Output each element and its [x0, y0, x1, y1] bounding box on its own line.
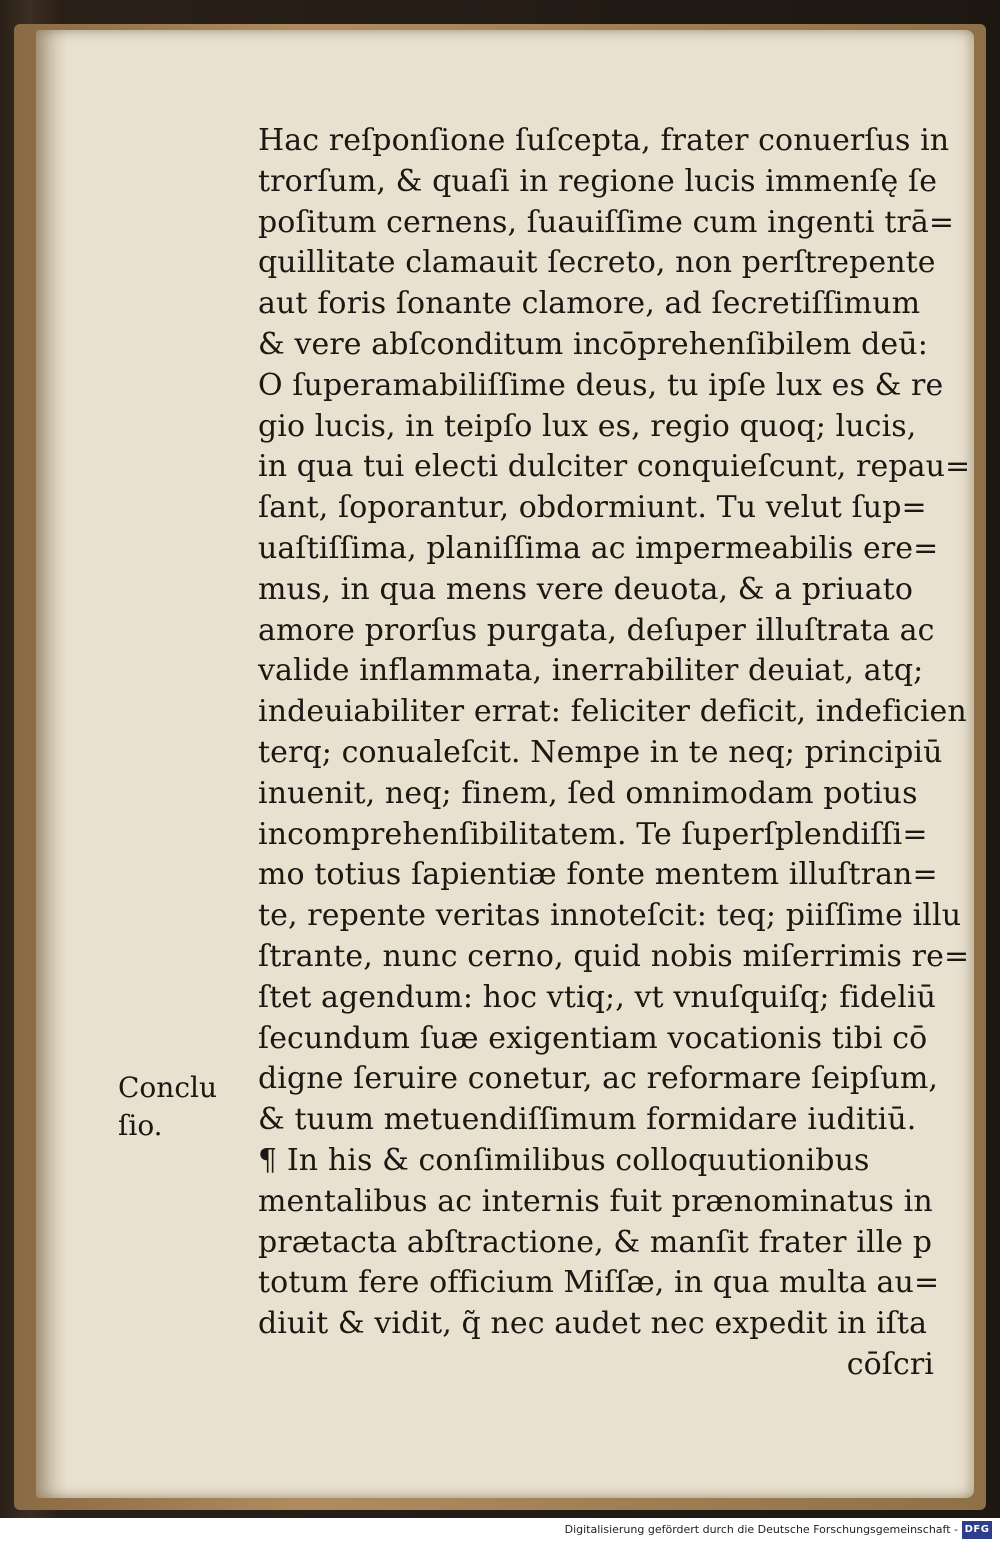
text-line: ſant, ſoporantur, obdormiunt. Tu velut ſup=	[258, 490, 927, 526]
text-line: O ſuperamabiliſſime deus, tu ipſe lux es & re	[258, 367, 944, 403]
text-line: inuenit, neq; finem, ſed omnimodam potius	[258, 775, 918, 811]
text-line: aut foris ſonante clamore, ad ſecretiſſimum	[258, 286, 921, 322]
text-line: trorſum, & quaſi in regione lucis immenſę ſe	[258, 163, 938, 199]
text-line: ¶ In his & conſimilibus colloquutionibus	[258, 1142, 870, 1178]
text-line: incomprehenſibilitatem. Te ſuperſplendiſſi=	[258, 816, 928, 852]
text-line: mentalibus ac internis fuit prænominatus in	[258, 1183, 933, 1219]
text-line: Hac reſponſione ſuſcepta, frater conuerſus in	[258, 123, 950, 158]
text-line: ſtet agendum: hoc vtiq;, vt vnuſquiſq; fideliū	[258, 979, 937, 1015]
text-line: & tuum metuendiſſimum formidare iuditiū.	[258, 1102, 917, 1138]
text-line: quillitate clamauit ſecreto, non perſtrepente	[258, 245, 936, 281]
text-line: gio lucis, in teipſo lux es, regio quoq; lucis,	[258, 408, 917, 444]
margin-note-line: ſio.	[118, 1109, 163, 1142]
text-line: mo totius ſapientiæ fonte mentem illuſtran=	[258, 857, 938, 893]
footer-credit: Digitalisierung gefördert durch die Deutsche Forschungsgemeinschaft -	[564, 1523, 958, 1536]
text-line: terq; conualeſcit. Nempe in te neq; principiū	[258, 734, 943, 770]
text-line: ſtrante, nunc cerno, quid nobis miſerrimis re=	[258, 938, 970, 974]
text-line: uaſtiſſima, planiſſima ac impermeabilis ere=	[258, 530, 939, 566]
text-line: digne ſeruire conetur, ac reformare ſeipſum,	[258, 1061, 939, 1097]
text-line: prætacta abſtractione, & manſit frater ille p	[258, 1224, 933, 1260]
text-line: in qua tui electi dulciter conquieſcunt, repau=	[258, 449, 971, 485]
dfg-logo: DFG	[962, 1521, 992, 1539]
text-line: indeuiabiliter errat: feliciter deficit, indeficien	[258, 694, 967, 730]
text-line: te, repente veritas innoteſcit: teq; piiſſime illu	[258, 898, 962, 934]
text-line: totum fere officium Miſſæ, in qua multa au=	[258, 1265, 940, 1301]
text-line: amore prorſus purgata, deſuper illuſtrata ac	[258, 612, 935, 648]
text-line: & vere abſconditum incōprehenſibilem deū:	[258, 326, 928, 362]
catchword: cōſcri	[846, 1346, 934, 1382]
margin-note-line: Conclu	[118, 1071, 217, 1104]
text-line: diuit & vidit, q̃ nec audet nec expedit in iſta	[258, 1306, 928, 1342]
text-line: ſecundum ſuæ exigentiam vocationis tibi cō	[258, 1020, 928, 1056]
text-line: mus, in qua mens vere deuota, & a priuato	[258, 571, 914, 607]
text-line: valide inflammata, inerrabiliter deuiat, atq;	[258, 653, 924, 689]
margin-note	[118, 1069, 217, 1145]
text-line: poſitum cernens, ſuauiſſime cum ingenti trā=	[258, 204, 955, 240]
gutter-shadow	[36, 30, 68, 1498]
main-text-block	[258, 121, 971, 1386]
